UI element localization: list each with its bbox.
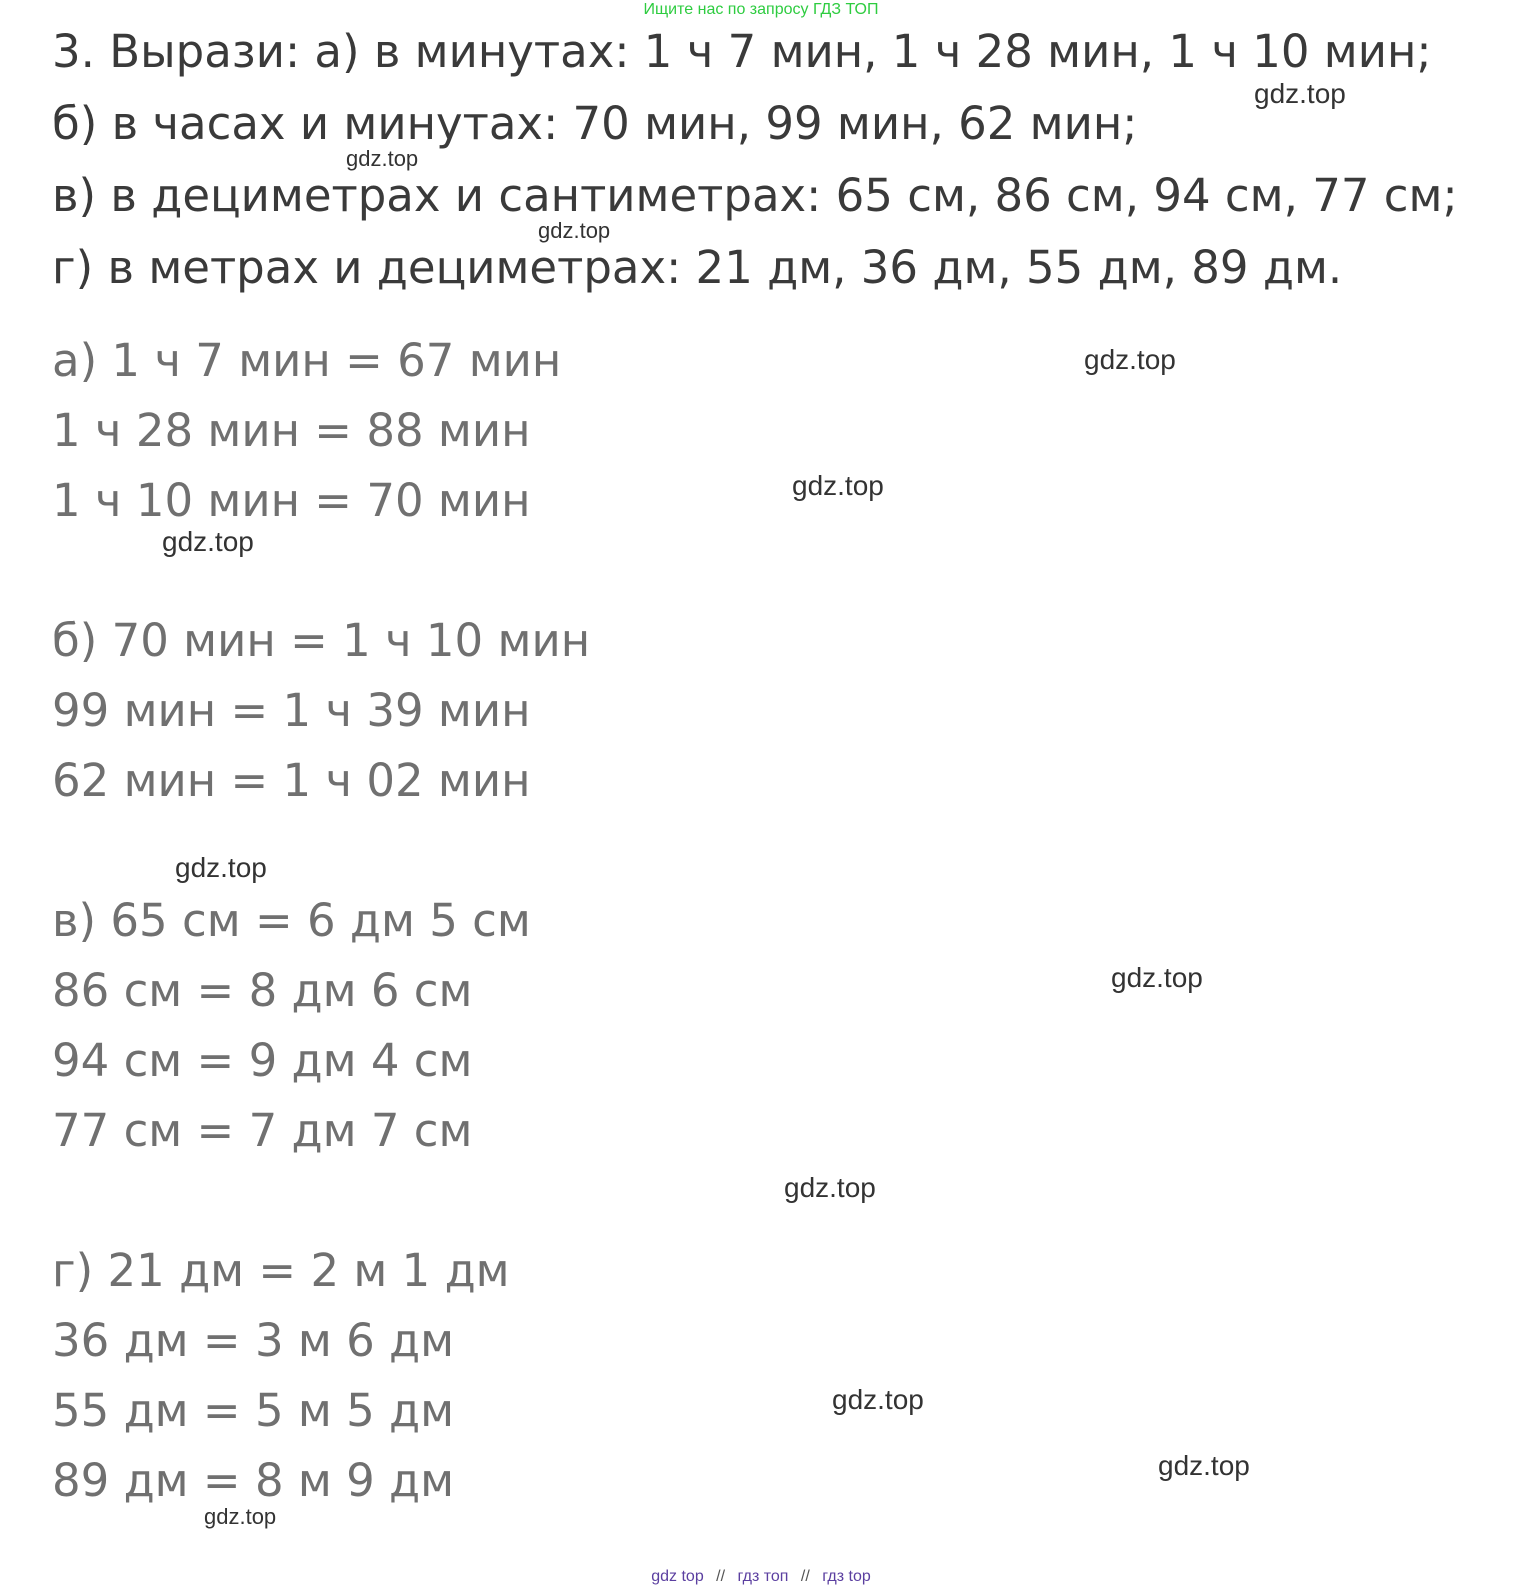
watermark: gdz.top [832, 1384, 924, 1415]
search-banner: Ищите нас по запросу ГДЗ ТОП [643, 1, 879, 18]
answer-line: а) 1 ч 7 мин = 67 мин [52, 334, 562, 387]
answer-line: 1 ч 28 мин = 88 мин [52, 404, 531, 457]
watermark: gdz.top [1111, 962, 1203, 993]
watermark: gdz.top [784, 1172, 876, 1203]
answer-block-v [52, 886, 531, 1166]
answer-line: 62 мин = 1 ч 02 мин [52, 754, 531, 807]
answer-block-a [52, 326, 561, 536]
answer-line: 1 ч 10 мин = 70 мин [52, 474, 531, 527]
answer-line: 94 см = 9 дм 4 см [52, 1034, 473, 1087]
watermark: gdz.top [538, 218, 611, 243]
watermark: gdz.top [1254, 78, 1346, 109]
footer-separator: // [800, 1568, 810, 1585]
watermark: gdz.top [1084, 344, 1176, 375]
answer-line: 77 см = 7 дм 7 см [52, 1104, 473, 1157]
answer-line: 36 дм = 3 м 6 дм [52, 1314, 455, 1367]
task-line: г) в метрах и дециметрах: 21 дм, 36 дм, 55 дм, 89 дм. [52, 241, 1343, 294]
watermark: gdz.top [204, 1504, 277, 1529]
watermark: gdz.top [346, 146, 419, 171]
footer-link[interactable]: гдз топ [737, 1568, 789, 1585]
answer-block-b [52, 606, 590, 816]
answer-line: 99 мин = 1 ч 39 мин [52, 684, 531, 737]
task-line: 3. Вырази: а) в минутах: 1 ч 7 мин, 1 ч 28 мин, 1 ч 10 мин; [52, 25, 1432, 78]
task-text [52, 16, 1512, 304]
task-line: в) в дециметрах и сантиметрах: 65 см, 86 см, 94 см, 77 см; [52, 169, 1458, 222]
answer-line: 86 см = 8 дм 6 см [52, 964, 473, 1017]
footer-link[interactable]: gdz top [651, 1568, 704, 1585]
footer [0, 1568, 1522, 1586]
answer-line: 89 дм = 8 м 9 дм [52, 1454, 455, 1507]
watermark: gdz.top [1158, 1450, 1250, 1481]
watermark: gdz.top [792, 470, 884, 501]
answer-line: г) 21 дм = 2 м 1 дм [52, 1244, 510, 1297]
footer-link[interactable]: гдз top [822, 1568, 871, 1585]
watermark: gdz.top [175, 852, 267, 883]
answer-line: б) 70 мин = 1 ч 10 мин [52, 614, 591, 667]
answer-line: в) 65 см = 6 дм 5 см [52, 894, 531, 947]
watermark: gdz.top [162, 526, 254, 557]
footer-separator: // [716, 1568, 726, 1585]
answer-line: 55 дм = 5 м 5 дм [52, 1384, 455, 1437]
answer-block-g [52, 1236, 510, 1516]
task-line: б) в часах и минутах: 70 мин, 99 мин, 62 мин; [52, 97, 1138, 150]
